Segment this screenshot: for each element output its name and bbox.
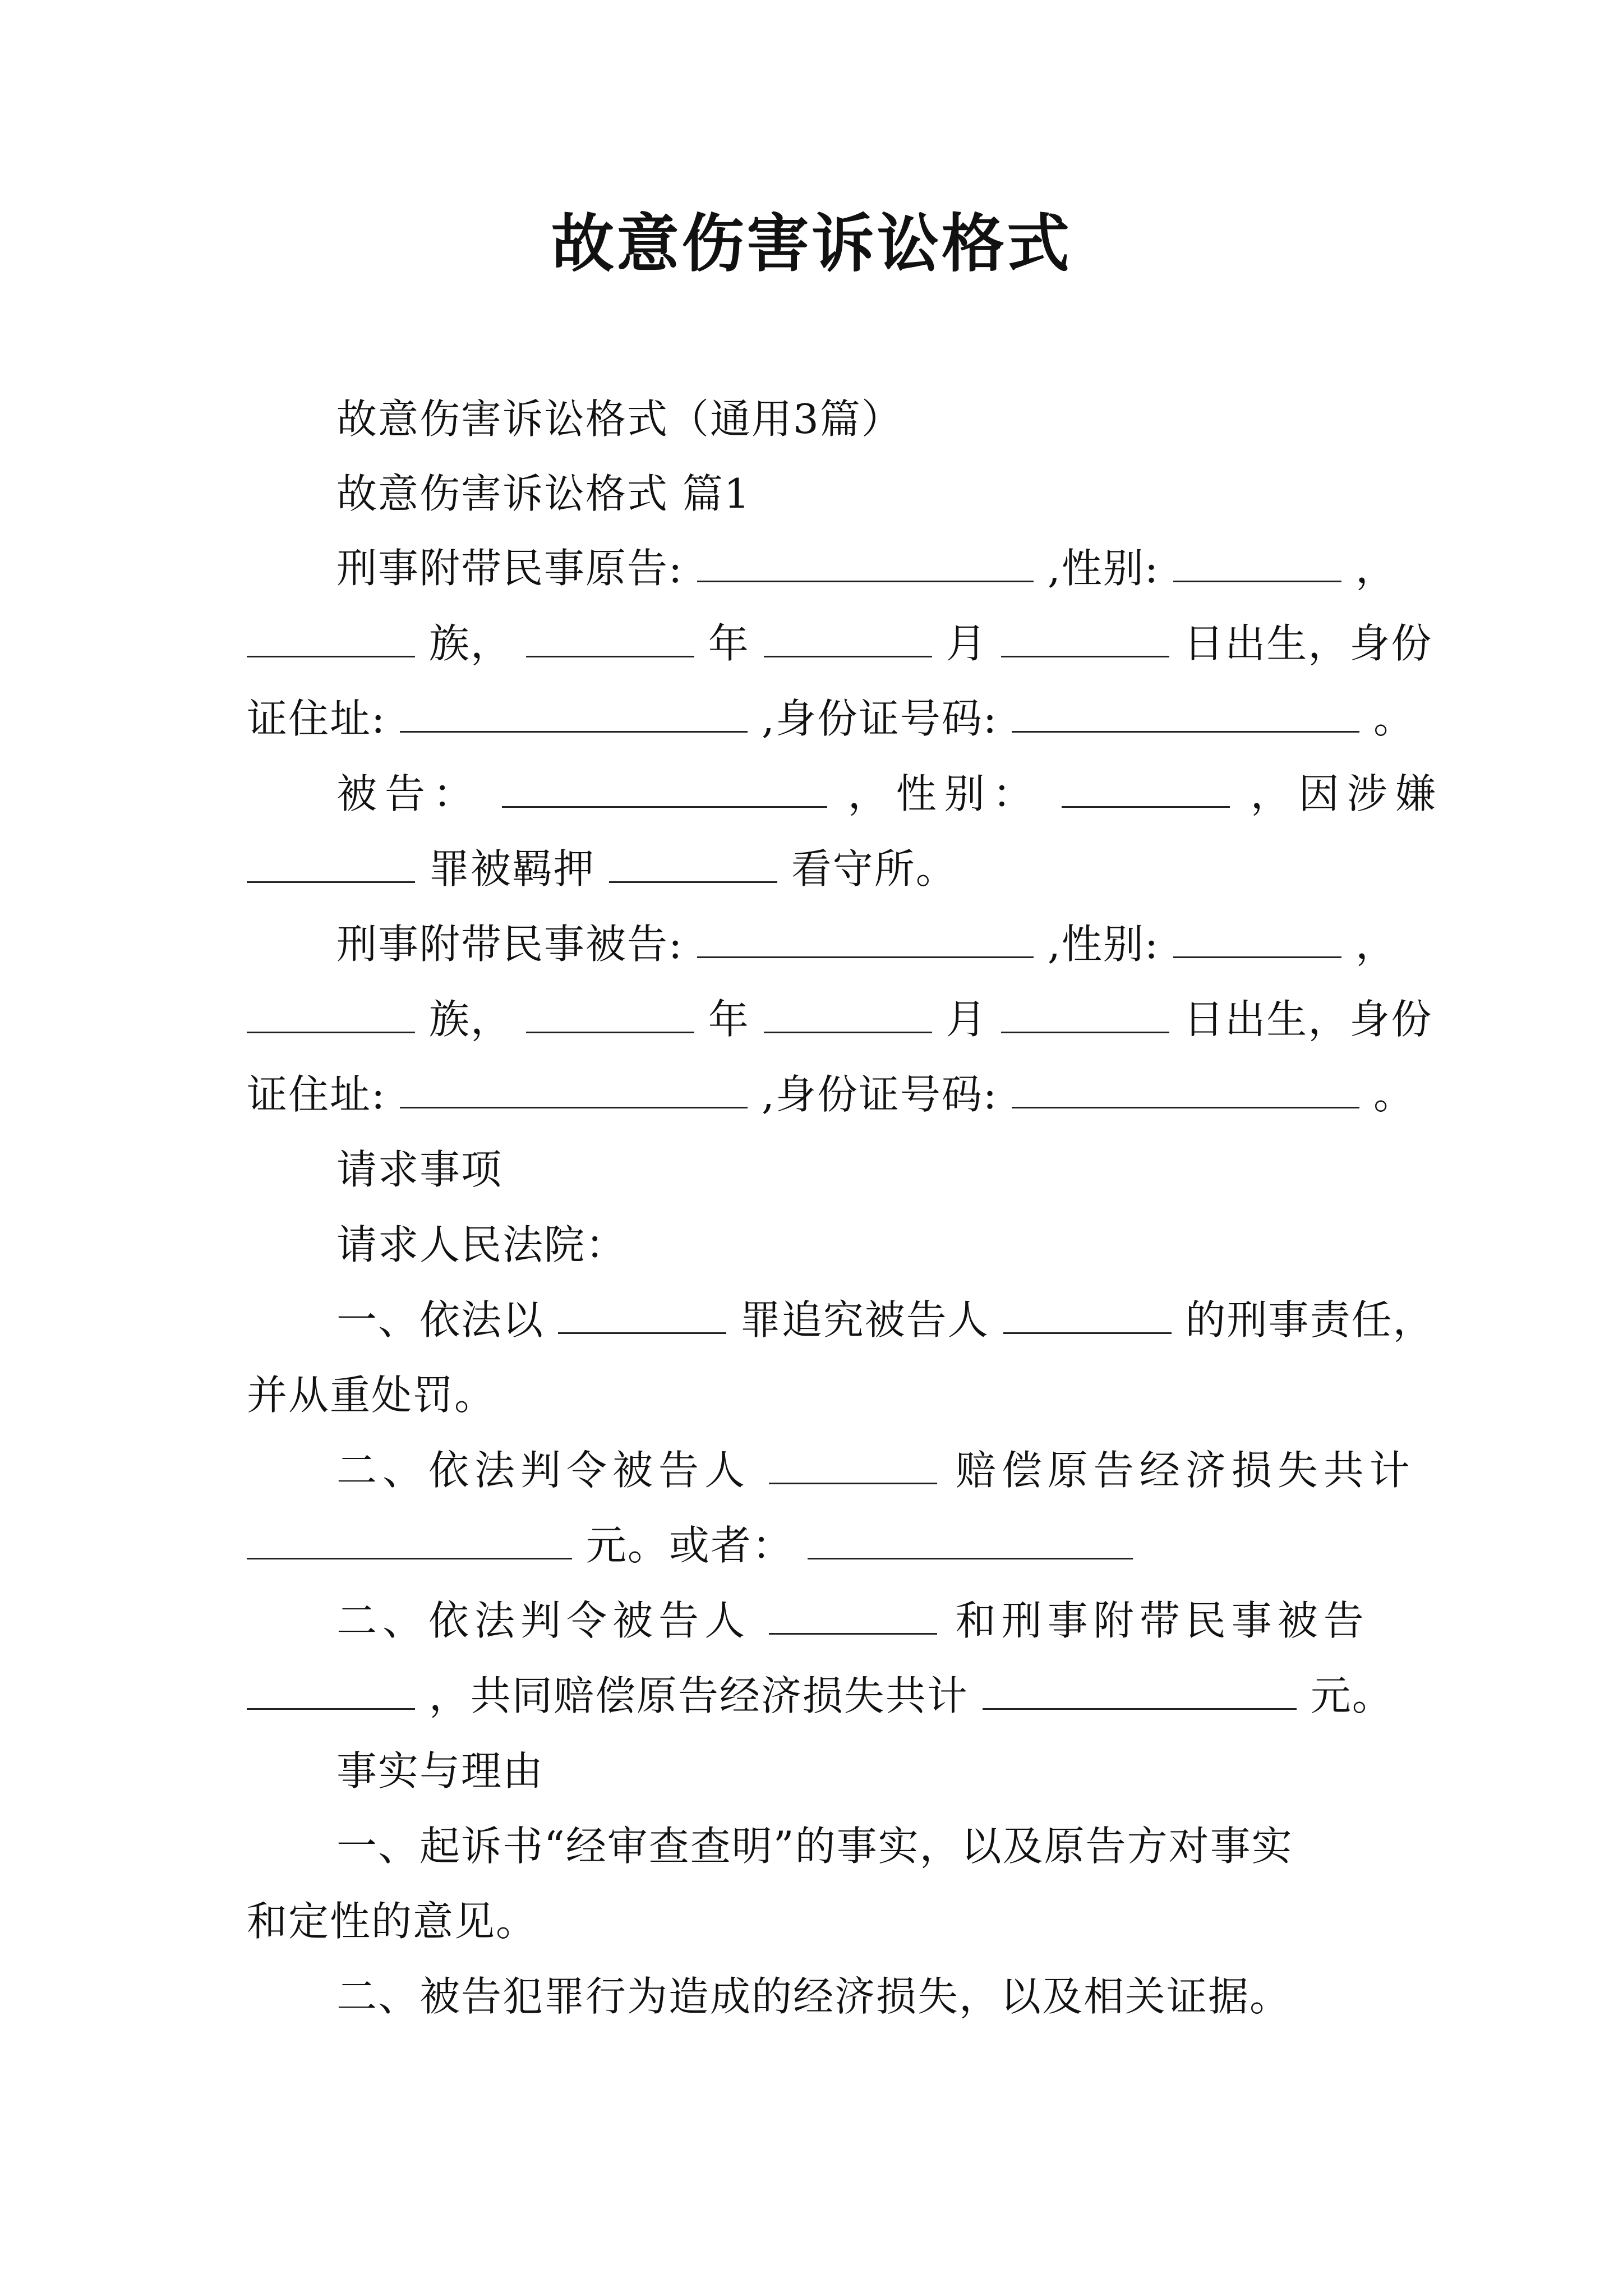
plaintiff-id-label: ,身份证号码: [762, 695, 998, 742]
claim-item-3-a: 二、依法判令被告人 [336, 1597, 751, 1644]
plaintiff-gender-label: ,性别: [1048, 545, 1160, 592]
civil-defendant-period: 。 [1373, 1071, 1415, 1118]
defendant-crime-blank [247, 842, 415, 883]
claim-item-3-b: 和刑事附带民事被告 [955, 1597, 1370, 1644]
facts-heading: 事实与理由 [336, 1747, 545, 1795]
plaintiff-name-blank [697, 541, 1034, 582]
plaintiff-month-blank [764, 616, 932, 657]
claim-item-1-line-2: 并从重处罚。 [247, 1372, 496, 1419]
defendant-line-2 [247, 838, 1391, 900]
plaintiff-year-blank [526, 616, 694, 657]
claim-item-3-defendant-blank [769, 1594, 937, 1635]
plaintiff-period: 。 [1373, 695, 1415, 742]
plaintiff-comma: ， [1355, 545, 1397, 592]
claim-item-3-c: ，共同赔偿原告经济损失共计 [428, 1672, 969, 1719]
plaintiff-address-label: 证住址: [247, 695, 386, 742]
civil-defendant-day-blank [1001, 992, 1169, 1033]
plaintiff-line-1 [247, 537, 1397, 599]
defendant-jail-blank [609, 842, 777, 883]
civil-defendant-line-2 [247, 988, 1433, 1050]
plaintiff-line-2 [247, 613, 1433, 674]
civil-defendant-id-blank [1012, 1068, 1359, 1108]
facts-item-1-line-1: 一、起诉书“经审查查明”的事实，以及原告方对事实 [336, 1823, 1293, 1870]
claim-item-1-b: 罪追究被告人 [740, 1296, 989, 1343]
defendant-gender-blank [1062, 767, 1230, 808]
plaintiff-ethnicity-label: 族， [428, 620, 512, 667]
civil-defendant-id-label: ,身份证号码: [762, 1071, 998, 1118]
claim-item-3-line-2 [247, 1665, 1394, 1727]
civil-defendant-line-3 [247, 1064, 1415, 1125]
defendant-gender-label: ，性别： [847, 770, 1041, 817]
claim-item-2-amount-blank [247, 1519, 572, 1559]
plaintiff-day-blank [1001, 616, 1169, 657]
civil-defendant-month-label: 月 [946, 996, 988, 1043]
civil-defendant-ethnicity-label: 族， [428, 996, 512, 1043]
plaintiff-month-label: 月 [946, 620, 988, 667]
civil-defendant-month-blank [764, 992, 932, 1033]
claim-item-2-alt-blank [808, 1519, 1133, 1559]
section-heading: 故意伤害诉讼格式 篇1 [336, 470, 751, 517]
claim-item-3-amount-blank [983, 1669, 1297, 1710]
claim-item-2-line-1 [247, 1439, 1415, 1501]
civil-defendant-gender-blank [1173, 917, 1341, 958]
civil-defendant-label: 刑事附带民事被告: [336, 921, 684, 968]
plaintiff-address-blank [400, 692, 748, 733]
plaintiff-gender-blank [1173, 541, 1341, 582]
claim-item-2-c: 元。或者： [585, 1522, 794, 1569]
defendant-suspected: ，因涉嫌 [1250, 770, 1444, 817]
civil-defendant-line-1 [247, 913, 1397, 975]
defendant-name-blank [502, 767, 827, 808]
claim-item-3-civil-defendant-blank [247, 1669, 415, 1710]
plaintiff-born-label: 日出生，身份 [1183, 620, 1433, 667]
defendant-line-1 [247, 763, 1444, 825]
claim-item-1-c: 的刑事责任， [1185, 1296, 1435, 1343]
facts-item-2: 二、被告犯罪行为造成的经济损失，以及相关证据。 [336, 1973, 1292, 2020]
civil-defendant-gender-label: ,性别: [1048, 921, 1160, 968]
claim-item-2-defendant-blank [769, 1443, 937, 1484]
claim-item-1-line-1 [247, 1289, 1435, 1351]
facts-item-1-line-2: 和定性的意见。 [247, 1898, 538, 1945]
civil-defendant-ethnicity-blank [247, 992, 415, 1033]
civil-defendant-name-blank [697, 917, 1034, 958]
claim-item-1-a: 一、依法以 [336, 1296, 545, 1343]
civil-defendant-year-blank [526, 992, 694, 1033]
claims-heading: 请求事项 [336, 1146, 503, 1193]
claim-item-1-defendant-blank [1003, 1293, 1172, 1334]
plaintiff-year-label: 年 [708, 620, 750, 667]
defendant-jail: 看守所。 [791, 845, 957, 892]
document-title: 故意伤害诉讼格式 [551, 207, 1072, 280]
claim-item-2-b: 赔偿原告经济损失共计 [955, 1447, 1415, 1494]
plaintiff-id-blank [1012, 692, 1359, 733]
plaintiff-label: 刑事附带民事原告: [336, 545, 684, 592]
plaintiff-ethnicity-blank [247, 616, 415, 657]
claim-item-3-d: 元。 [1310, 1672, 1394, 1719]
claim-item-2-a: 二、依法判令被告人 [336, 1447, 751, 1494]
claim-item-3-line-1 [247, 1590, 1391, 1651]
civil-defendant-address-label: 证住址: [247, 1071, 386, 1118]
civil-defendant-address-blank [400, 1068, 748, 1108]
civil-defendant-born-label: 日出生，身份 [1183, 996, 1433, 1043]
claim-item-2-line-2 [247, 1515, 1391, 1576]
document-subtitle: 故意伤害诉讼格式（通用3篇） [336, 395, 903, 443]
plaintiff-line-3 [247, 688, 1415, 749]
claims-intro: 请求人民法院： [336, 1221, 628, 1268]
claim-item-1-crime-blank [558, 1293, 726, 1334]
defendant-label: 被告： [336, 770, 482, 817]
civil-defendant-year-label: 年 [708, 996, 750, 1043]
defendant-detained: 罪被羁押 [428, 845, 595, 892]
civil-defendant-comma: ， [1355, 921, 1397, 968]
